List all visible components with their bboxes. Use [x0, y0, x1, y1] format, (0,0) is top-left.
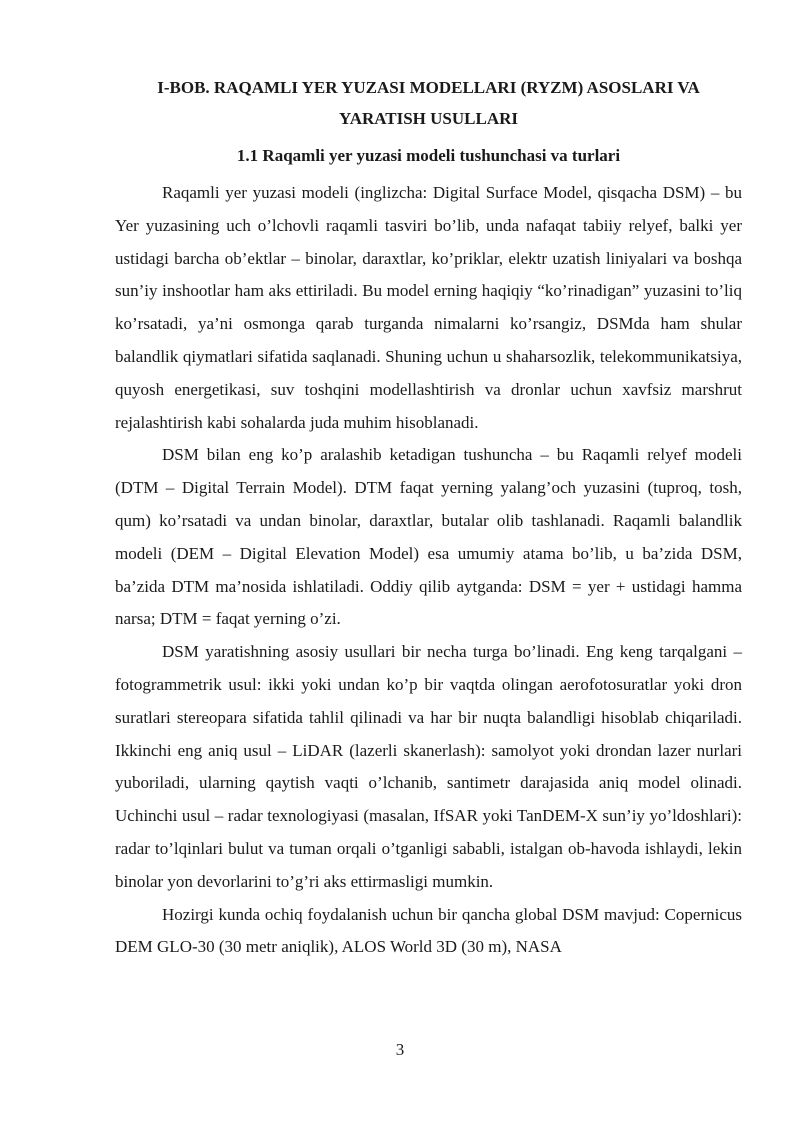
- paragraph-dsm-vs-dtm: DSM bilan eng ko’p aralashib ketadigan tushuncha – bu Raqamli relyef modeli (DTM – Digital Terrain Model). DTM faqat yerning yalang’och yuzasini (tuproq, tosh, qum) ko’rsatadi va undan binolar, daraxtlar, butalar olib tashlanadi. Raqamli balandlik modeli (DEM – Digital Elevation Model) esa umumiy atama bo’lib, u ba’zida DSM, ba’zida DTM ma’nosida ishlatiladi. Oddiy qilib aytganda: DSM = yer + ustidagi hamma narsa; DTM = faqat yerning o’zi.: [115, 445, 742, 629]
- page-number: 3: [395, 1040, 405, 1059]
- chapter-title-line-1: I-BOB. RAQAMLI YER YUZASI MODELLARI (RYZM) ASOSLARI VA: [157, 78, 700, 97]
- paragraph-dsm-methods: DSM yaratishning asosiy usullari bir necha turga bo’linadi. Eng keng tarqalgani – fotogrammetrik usul: ikki yoki undan ko’p bir vaqtda olingan aerofotosuratlar yoki dron suratlari stereopara sifatida tahlil qilinadi va har bir nuqta balandligi hisoblab chiqariladi. Ikkinchi eng aniq usul – LiDAR (lazerli skanerlash): samolyot yoki drondan lazer nurlari yuboriladi, ularning qaytish vaqti o’lchanib, santimetr darajasida aniq model olinadi. Uchinchi usul – radar texnologiyasi (masalan, IfSAR yoki TanDEM-X sun’iy yo’ldoshlari): radar to’lqinlari bulut va tuman orqali o’tganligi sababli, istalgan ob-havoda ishlaydi, lekin binolar yon devorlarini to’g’ri aks ettirmasligi mumkin.: [115, 642, 742, 891]
- section-title: 1.1 Raqamli yer yuzasi modeli tushunchasi va turlari: [236, 146, 621, 165]
- paragraph-dsm-definition: Raqamli yer yuzasi modeli (inglizcha: Digital Surface Model, qisqacha DSM) – bu Yer yuzasining uch o’lchovli raqamli tasviri bo’lib, unda nafaqat tabiiy relyef, balki yer ustidagi barcha ob’ektlar – binolar, daraxtlar, ko’priklar, elektr uzatish liniyalari va boshqa sun’iy inshootlar ham aks ettiriladi. Bu model erning haqiqiy “ko’rinadigan” yuzasini to’liq ko’rsatadi, ya’ni osmonga qarab turganda nimalarni ko’rsangiz, DSMda ham shular balandlik qiymatlari sifatida saqlanadi. Shuning uchun u shaharsozlik, telekommunikatsiya, quyosh energetikasi, suv toshqini modellashtirish va dronlar uchun xavfsiz marshrut rejalashtirish kabi sohalarda juda muhim hisoblanadi.: [115, 183, 742, 432]
- document-page: [115, 72, 742, 964]
- chapter-title-line-2: YARATISH USULLARI: [338, 109, 519, 128]
- paragraph-global-dsm: Hozirgi kunda ochiq foydalanish uchun bir qancha global DSM mavjud: Copernicus DEM GLO-30 (30 metr aniqlik), ALOS World 3D (30 m), NASA: [115, 904, 742, 957]
- chapter-title: [115, 72, 742, 134]
